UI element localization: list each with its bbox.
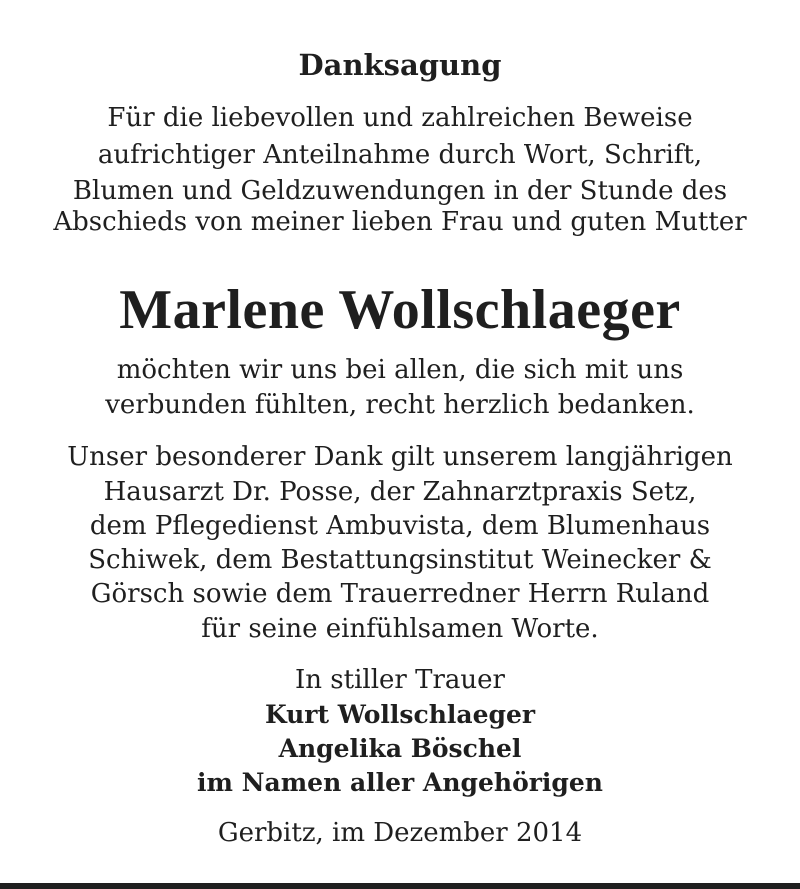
special-thanks-line: dem Pflegedienst Ambuvista, dem Blumenhaus <box>89 511 711 541</box>
special-thanks-line: Schiwek, dem Bestattungsinstitut Weinecker & <box>88 545 712 575</box>
notice-heading: Danksagung <box>298 48 502 82</box>
signature-group: im Namen aller Angehörigen <box>197 768 603 797</box>
intro-line: Für die liebevollen und zahlreichen Beweise <box>107 103 693 133</box>
deceased-name: Marlene Wollschlaeger <box>119 279 681 341</box>
special-thanks-line: Unser besonderer Dank gilt unserem langjährigen <box>67 442 733 472</box>
signature-name: Angelika Böschel <box>278 734 522 763</box>
place-date: Gerbitz, im Dezember 2014 <box>217 818 583 848</box>
thanks-line: verbunden fühlten, recht herzlich bedanken. <box>105 390 695 420</box>
special-thanks-line: Hausarzt Dr. Posse, der Zahnarztpraxis Setz, <box>103 477 697 507</box>
intro-line: Blumen und Geldzuwendungen in der Stunde des <box>72 176 728 206</box>
special-thanks-line: für seine einfühlsamen Worte. <box>201 614 599 644</box>
signature-name: Kurt Wollschlaeger <box>264 700 536 729</box>
intro-line: aufrichtiger Anteilnahme durch Wort, Schrift, <box>97 140 703 170</box>
signature-intro: In stiller Trauer <box>295 665 505 695</box>
thanks-line: möchten wir uns bei allen, die sich mit uns <box>116 355 684 385</box>
special-thanks-line: Görsch sowie dem Trauerredner Herrn Ruland <box>90 579 710 609</box>
intro-line: Abschieds von meiner lieben Frau und guten Mutter <box>53 207 747 237</box>
